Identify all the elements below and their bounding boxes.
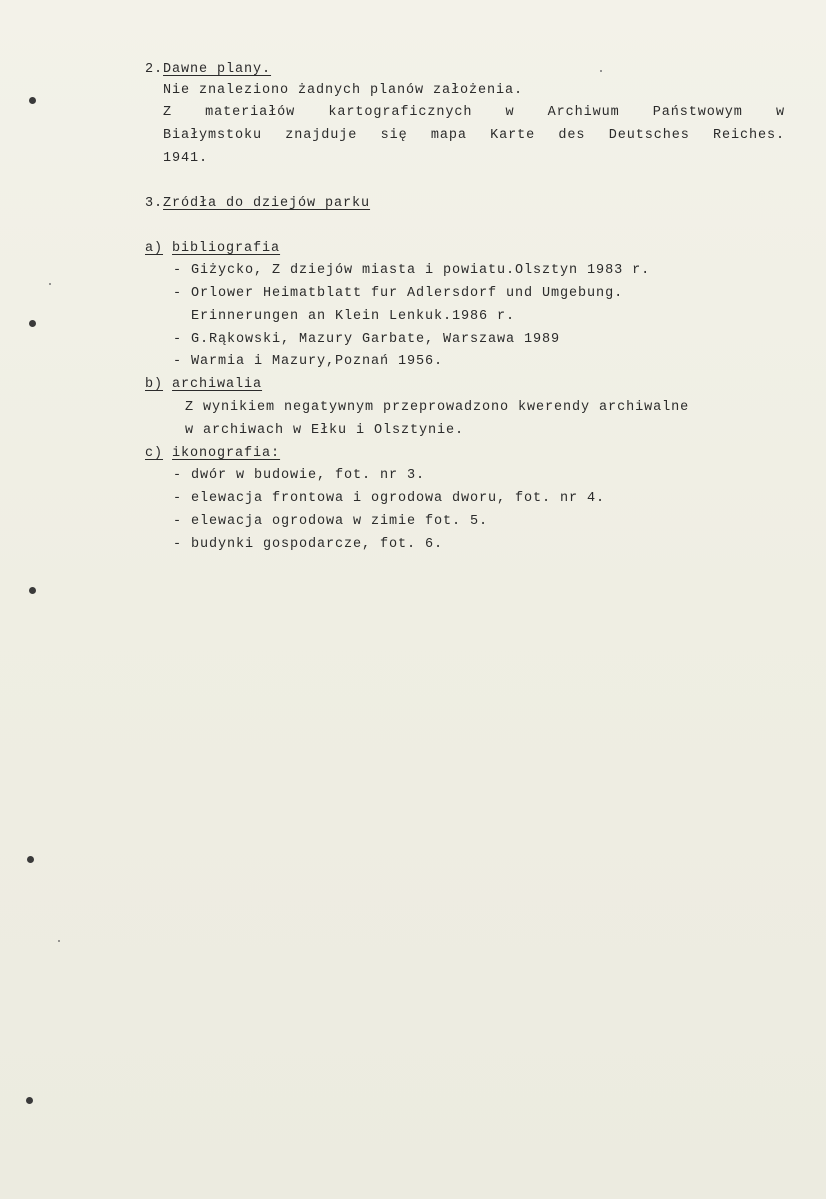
subsection-marker: b) [145, 377, 164, 392]
punch-hole [27, 856, 34, 863]
list-item: - elewacja frontowa i ogrodowa dworu, fot. nr 4. [173, 491, 606, 506]
word: Archiwum [547, 105, 620, 120]
section-3-heading [145, 196, 370, 212]
text-line: Nie znaleziono żadnych planów założenia. [163, 83, 524, 98]
word: znajduje [285, 128, 358, 143]
text-line: Z wynikiem negatywnym przeprowadzono kwerendy archiwalne [185, 400, 690, 415]
word: Deutsches [608, 128, 690, 143]
word: materiałów [205, 105, 296, 120]
list-item: - G.Rąkowski, Mazury Garbate, Warszawa 1989 [173, 332, 561, 347]
section-title: Dawne plany. [163, 62, 272, 77]
subsection-title: ikonografia: [172, 446, 281, 461]
section-title: Zródła do dziejów parku [163, 196, 371, 211]
text-line-justified [163, 105, 785, 121]
subsection-title: bibliografia [172, 241, 281, 256]
list-item: - elewacja ogrodowa w zimie fot. 5. [173, 514, 489, 529]
word: Karte [490, 128, 536, 143]
word: Z [163, 105, 173, 120]
list-item: - dwór w budowie, fot. nr 3. [173, 468, 426, 483]
list-item: - budynki gospodarcze, fot. 6. [173, 537, 444, 552]
subsection-title: archiwalia [172, 377, 263, 392]
word: mapa [430, 128, 467, 143]
subsection-marker: a) [145, 241, 164, 256]
list-item: - Orlower Heimatblatt fur Adlersdorf und Umgebung. [173, 286, 624, 301]
list-item: - Warmia i Mazury,Poznań 1956. [173, 354, 444, 369]
word: Reiches. [712, 128, 785, 143]
paper-speck [58, 940, 60, 942]
word: kartograficznych [328, 105, 473, 120]
text-line: 1941. [163, 151, 209, 166]
word: Państwowym [652, 105, 743, 120]
section-2-heading [145, 62, 271, 78]
word: des [558, 128, 586, 143]
word: w [505, 105, 515, 120]
section-number: 3. [145, 196, 164, 211]
subsection-archiwalia-heading [145, 377, 262, 393]
paper-speck [600, 70, 602, 72]
punch-hole [29, 97, 36, 104]
section-number: 2. [145, 62, 164, 77]
subsection-bibliografia-heading [145, 241, 280, 257]
subsection-ikonografia-heading [145, 446, 280, 462]
punch-hole [26, 1097, 33, 1104]
text-line-justified [163, 128, 785, 144]
list-item: - Giżycko, Z dziejów miasta i powiatu.Olsztyn 1983 r. [173, 263, 651, 278]
word: w [775, 105, 785, 120]
text-line: w archiwach w Ełku i Olsztynie. [185, 423, 465, 438]
paper-speck [49, 283, 51, 285]
list-item: Erinnerungen an Klein Lenkuk.1986 r. [173, 309, 516, 324]
punch-hole [29, 320, 36, 327]
word: się [380, 128, 408, 143]
subsection-marker: c) [145, 446, 164, 461]
word: Białymstoku [163, 128, 263, 143]
punch-hole [29, 587, 36, 594]
